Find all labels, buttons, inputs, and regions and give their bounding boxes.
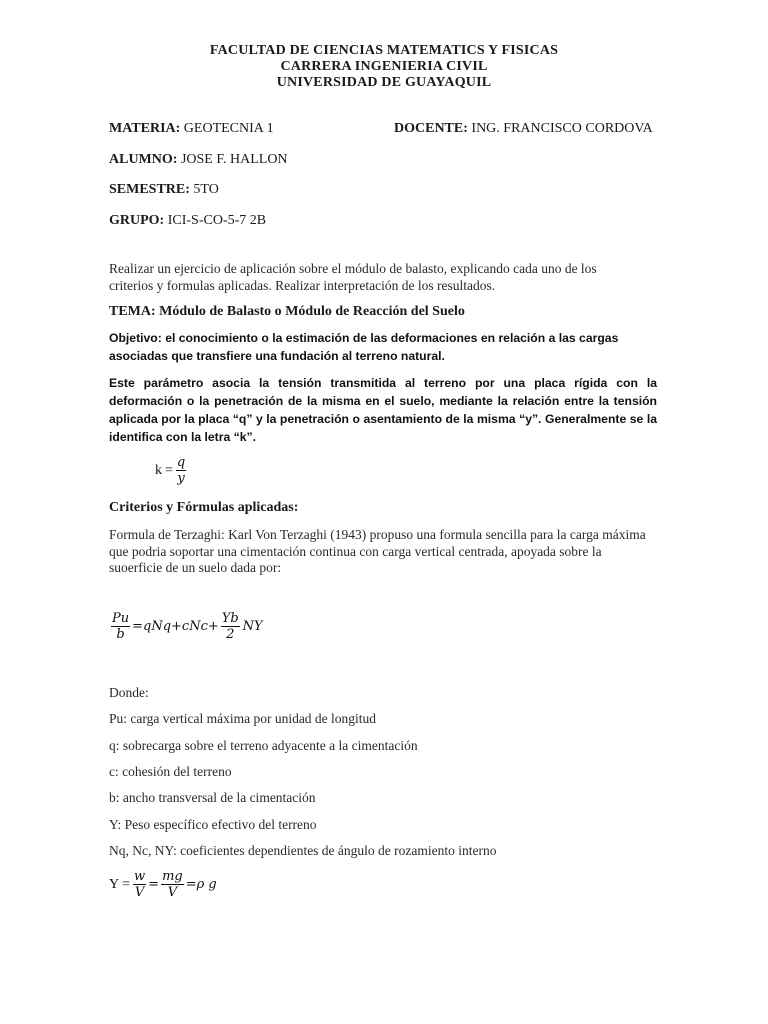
criterios-heading: Criterios y Fórmulas aplicadas: (109, 500, 299, 515)
objetivo-text: el conocimiento o la estimación de las deformaciones en relación a las cargas asociadas que transfiere una fundación al terreno natural. (109, 331, 619, 363)
formula-k-fraction (176, 455, 186, 486)
formula-y-fraction-1 (133, 869, 146, 900)
docente-row (394, 120, 653, 138)
docente-value: ING. FRANCISCO CORDOVA (471, 121, 653, 136)
objetivo-label: Objetivo: (109, 331, 162, 345)
alumno-row (109, 151, 288, 169)
terzaghi-rhs-fraction (221, 611, 240, 642)
tema-part2: Módulo de Reacción del Suelo (285, 304, 465, 319)
formula-y-fraction-2-numerator: mg (162, 869, 183, 884)
terzaghi-lhs-numerator: Pu (112, 611, 130, 626)
tema-label: TEMA: (109, 304, 156, 319)
formula-y-fraction-2 (161, 869, 184, 900)
objetivo-paragraph (109, 329, 629, 365)
formula-k-denominator: y (177, 471, 185, 486)
parametro-paragraph: Este parámetro asocia la tensión transmitida al terreno por una placa rígida con la deformación o la penetración de la misma en el suelo, mediante la relación entre la tensión aplicada por la placa “q” y la penetración o asentamiento de la misma “y”. Generalmente se la identifica con la letra “k”. (109, 376, 657, 444)
terzaghi-lhs-fraction (111, 611, 130, 642)
formula-k (155, 455, 186, 486)
terzaghi-tail: NY (242, 619, 263, 634)
formula-y-fraction-1-numerator: w (134, 869, 146, 884)
header-career: CARRERA INGENIERIA CIVIL (280, 59, 488, 74)
terzaghi-rhs-denominator: 2 (226, 627, 235, 642)
definition-item: b: ancho transversal de la cimentación (109, 790, 316, 805)
terzaghi-paragraph: Formula de Terzaghi: Karl Von Terzaghi (1943) propuso una formula sencilla para la carga máxima que podria soportar una cimentación continua con carga vertical centrada, apoyada sobre la suoerficie de un suelo dada por: (109, 527, 646, 575)
semestre-value: 5TO (193, 182, 219, 197)
donde-label: Donde: (109, 685, 149, 700)
definition-item: Pu: carga vertical máxima por unidad de longitud (109, 711, 377, 726)
tema-heading (109, 303, 465, 321)
materia-value: GEOTECNIA 1 (183, 121, 274, 136)
grupo-value: ICI-S-CO-5-7 2B (167, 213, 267, 228)
formula-specific-weight (109, 869, 217, 900)
semestre-row (109, 181, 219, 199)
materia-row (109, 120, 274, 138)
grupo-label: GRUPO: (109, 213, 165, 228)
formula-y-fraction-1-denominator: V (134, 885, 145, 900)
header-university: UNIVERSIDAD DE GUAYAQUIL (276, 75, 492, 90)
definition-item: Y: Peso específico efectivo del terreno (109, 817, 317, 832)
definition-item: c: cohesión del terreno (109, 764, 232, 779)
formula-k-numerator: q (176, 455, 186, 470)
materia-label: MATERIA: (109, 121, 181, 136)
definition-item: q: sobrecarga sobre el terreno adyacente a la cimentación (109, 738, 418, 753)
formula-k-lhs: k (155, 462, 162, 478)
header-faculty: FACULTAD DE CIENCIAS MATEMATICS Y FISICAS (209, 43, 559, 58)
terzaghi-rhs-numerator: Yb (221, 611, 239, 626)
tema-part1: Módulo de Balasto o (159, 304, 282, 319)
formula-y-lhs: Y (109, 876, 120, 892)
formula-y-fraction-2-denominator: V (167, 885, 178, 900)
formula-y-tail: =ρ g (185, 877, 217, 892)
formula-k-equals: = (165, 462, 173, 478)
instructions-paragraph: Realizar un ejercicio de aplicación sobre el módulo de balasto, explicando cada uno de los criterios y formulas aplicadas. Realizar interpretación de los resultados. (109, 261, 597, 293)
definition-item: Nq, Nc, NY: coeficientes dependientes de ángulo de rozamiento interno (109, 843, 497, 858)
terzaghi-middle-terms: =qNq+cNc+ (132, 619, 219, 634)
formula-terzaghi (111, 611, 263, 642)
alumno-label: ALUMNO: (109, 152, 178, 167)
docente-label: DOCENTE: (394, 121, 468, 136)
formula-y-equals-2: = (148, 877, 160, 892)
terzaghi-lhs-denominator: b (116, 627, 125, 642)
semestre-label: SEMESTRE: (109, 182, 190, 197)
alumno-value: JOSE F. HALLON (180, 152, 288, 167)
formula-y-equals-1: = (122, 876, 131, 892)
grupo-row (109, 212, 266, 230)
